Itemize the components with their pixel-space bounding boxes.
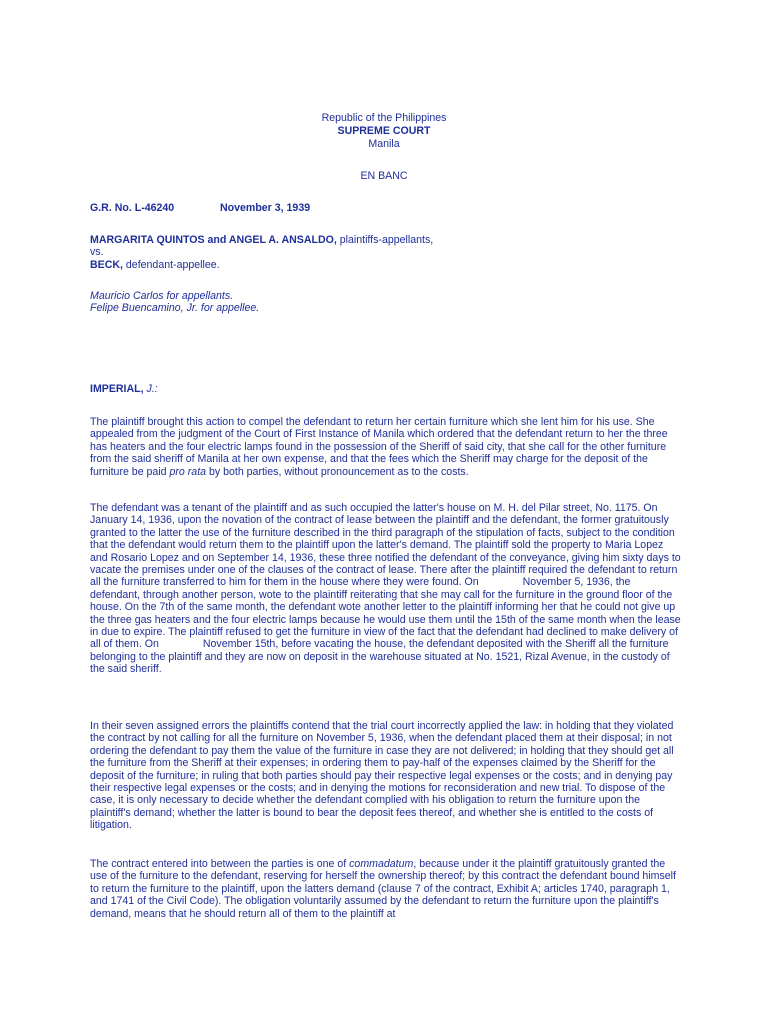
defendant-line bbox=[90, 259, 682, 271]
city-heading: Manila bbox=[368, 138, 400, 150]
paragraph-1 bbox=[90, 416, 682, 478]
counsel-appellee: Felipe Buencamino, Jr. for appellee. bbox=[90, 302, 260, 315]
paragraph-4-italic: commadatum bbox=[349, 858, 414, 870]
division-heading: EN BANC bbox=[360, 170, 408, 182]
paragraph-2-text-mid: November 5, 1936, the defendant, through another person, wote to the plaintiff reiterating that she may call for the furniture in the ground floor of the house. On the 7th of the same month, the defendant wote another letter to the plaintiff informing her that he could not give up the three gas heaters and the four electric lamps because he would use them until the 15th of the same month when the lease in due to expire. The plaintiff refused to get the furniture in view of the fact that the defendant had declined to make delivery of all of them. On bbox=[90, 576, 681, 651]
case-number: G.R. No. L-46240 bbox=[90, 202, 175, 214]
defendant-name: BECK, bbox=[90, 258, 123, 271]
counsel-block bbox=[90, 290, 682, 315]
ponente-name: IMPERIAL, bbox=[90, 383, 144, 395]
paragraph-2-text: The defendant was a tenant of the plaintiff and as such occupied the latter's house on M. H. del Pilar street, No. 1175. On January 14, 1936, upon the novation of the contract of lease between the plaintiff and the defendant, the former gratuitously granted to the latter the use of the furniture described in the third paragraph of the stipulation of facts, subject to the condition that the defendant would return them to the plaintiff upon the latter's demand. The plaintiff sold the property to Maria Lopez and Rosario Lopez and on September 14, 1936, these three notified the defendant of the conveyance, giving him sixty days to vacate the premises under one of the clauses of the contract of lease. There after the plaintiff required the defendant to return all the furniture transferred to him for them in the house where they were found. On bbox=[90, 502, 681, 589]
plaintiffs-role: plaintiffs-appellants, bbox=[336, 234, 434, 246]
defendant-role: defendant-appellee. bbox=[122, 258, 220, 271]
decision-date: November 3, 1939 bbox=[220, 202, 311, 214]
paragraph-1-text: The plaintiff brought this action to compel the defendant to return her certain furniture which she lent him for his use. She appealed from the judgment of the Court of First Instance of Manila which ordered that the defendant return to her the three has heaters and the four electric lamps found in the possession of the Sheriff of said city, that she call for the other furniture from the said sheriff of Manila at her own expense, and that the fees which the Sheriff may charge for the deposit of the furniture be paid bbox=[90, 416, 668, 478]
paragraph-3: In their seven assigned errors the plaintiffs contend that the trial court incorrectly applied the law: in holding that they violated the contract by not calling for all the furniture on November 5, 1936, when the defendant placed them at their disposal; in not ordering the defendant to pay them the value of the furniture in case they are not delivered; in holding that they should get all the furniture from the Sheriff at their expenses; in ordering them to pay-half of the expenses claimed by the Sheriff for the deposit of the furniture; in ruling that both parties should pay their respective legal expenses or the costs; and in denying pay their respective legal expenses or the costs; and in denying the motions for reconsideration and new trial. To dispose of the case, it is only necessary to decide whether the defendant complied with his obligation to return the furniture upon the plaintiff's demand; whether the latter is bound to bear the deposit fees thereof, and whether she is entitled to the costs of litigation. bbox=[90, 720, 674, 832]
court-heading: SUPREME COURT bbox=[337, 125, 431, 137]
counsel-appellants: Mauricio Carlos for appellants. bbox=[90, 290, 234, 302]
versus-line: vs. bbox=[90, 246, 104, 259]
ponente-suffix: J.: bbox=[146, 383, 158, 395]
plaintiffs-names: MARGARITA QUINTOS and ANGEL A. ANSALDO, bbox=[90, 234, 337, 246]
republic-heading: Republic of the Philippines bbox=[321, 112, 447, 124]
paragraph-2 bbox=[90, 502, 682, 676]
paragraph-2-text-end: November 15th, before vacating the house, the defendant deposited with the Sheriff all the furniture belonging to the plaintiff and they are now on deposit in the warehouse situated at No. 1521, Rizal Avenue, in the custody of the said sheriff. bbox=[90, 638, 670, 676]
paragraph-4-text: The contract entered into between the parties is one of bbox=[90, 858, 350, 870]
case-parties bbox=[90, 234, 682, 271]
paragraph-1-text-end: by both parties, without pronouncement as to the costs. bbox=[206, 465, 469, 478]
paragraph-1-italic: pro rata bbox=[169, 465, 207, 478]
plaintiffs-line bbox=[90, 234, 682, 246]
paragraph-4 bbox=[90, 858, 682, 920]
case-number-line bbox=[90, 202, 682, 214]
ponente bbox=[90, 383, 682, 395]
paragraph-4-text-end: , because under it the plaintiff gratuitously granted the use of the furniture to the defendant, reserving for herself the ownership thereof; by this contract the defendant bound himself to return the furniture to the plaintiff, upon the latters demand (clause 7 of the contract, Exhibit A; articles 1740, paragraph 1, and 1741 of the Civil Code). The obligation voluntarily assumed by the defendant to return the furniture upon the plaintiff's demand, means that he should return all of them to the plaintiff at bbox=[90, 858, 676, 920]
